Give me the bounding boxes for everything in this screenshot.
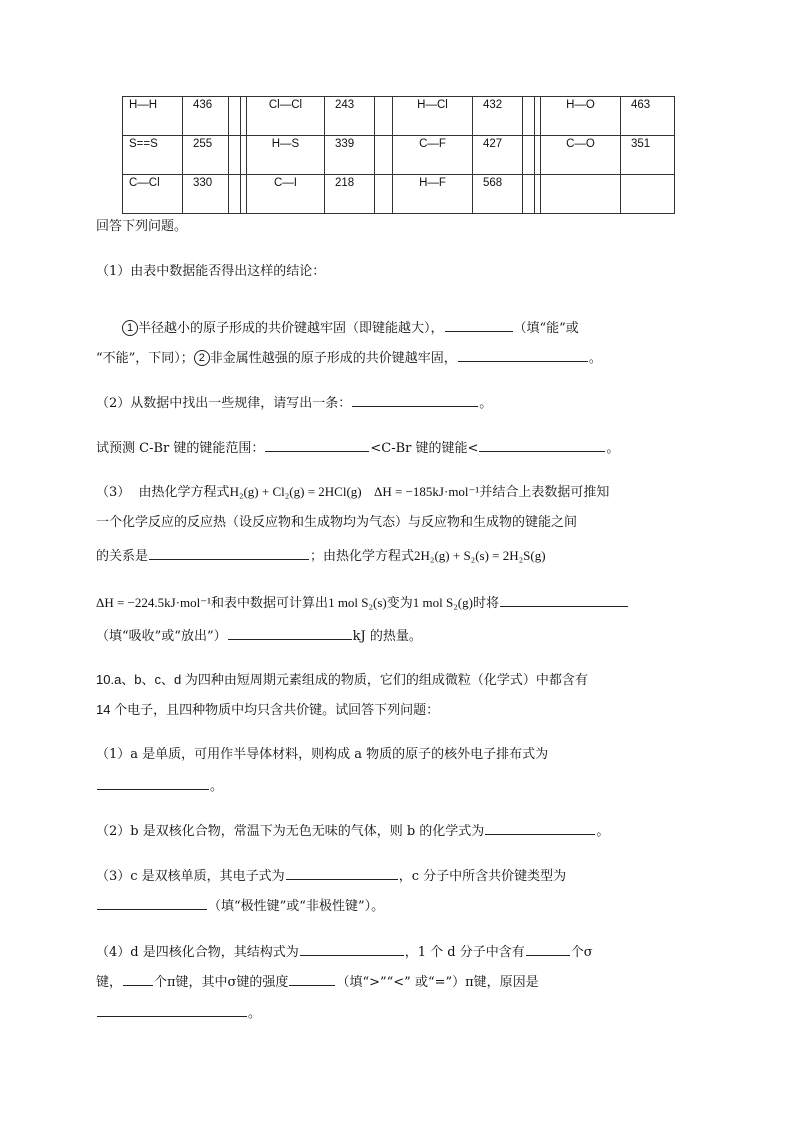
q10-3-line-2: （填“极性键”或“非极性键”）。 [96, 896, 384, 916]
table-spacer [229, 175, 241, 214]
bond-energy-cell: 351 [621, 136, 675, 175]
answer-blank[interactable] [289, 972, 335, 986]
q3-line-4: ΔH = −224.5kJ·mol⁻¹和表中数据可计算出1 mol S₂(s)变为1 mol S₂(g)时将 [96, 593, 629, 613]
bond-name-cell: C—F [393, 136, 473, 175]
q10-4: （4）d 是四核化合物，其结构式为 ，1 个 d 分子中含有 个σ [96, 942, 593, 962]
q3-line-5: （填“吸收”或“放出”） kJ 的热量。 [96, 626, 422, 646]
bond-energy-cell: 339 [325, 136, 375, 175]
bond-energy-cell: 330 [183, 175, 229, 214]
bond-name-cell: C—Cl [123, 175, 183, 214]
answer-intro: 回答下列问题。 [96, 219, 188, 234]
bond-energy-table [122, 96, 675, 214]
bond-energy-cell [621, 175, 675, 214]
bond-energy-cell: 218 [325, 175, 375, 214]
bond-name-cell: Cl—Cl [247, 97, 325, 136]
answer-blank[interactable] [485, 821, 595, 835]
answer-blank[interactable] [526, 942, 570, 956]
q10-1-answer: 。 [96, 776, 223, 796]
answer-blank[interactable] [500, 593, 628, 607]
q1-conclusion-2: “不能”，下同）； 2 非金属性越强的原子形成的共价键越牢固， 。 [96, 348, 602, 368]
bond-name-cell: C—I [247, 175, 325, 214]
table-spacer [523, 136, 535, 175]
answer-blank[interactable] [286, 866, 398, 880]
answer-blank[interactable] [97, 1003, 247, 1017]
bond-energy-cell: 427 [473, 136, 523, 175]
q2-stem: （2）从数据中找出一些规律，请写出一条： 。 [96, 393, 492, 413]
q3-line-1: （3） 由热化学方程式H₂(g) + Cl₂(g) = 2HCl(g) ΔH = −185kJ·mol⁻¹并结合上表数据可推知 [96, 484, 610, 500]
bond-energy-cell: 463 [621, 97, 675, 136]
table-spacer [375, 175, 393, 214]
table-spacer [523, 97, 535, 136]
answer-blank[interactable] [479, 438, 605, 452]
q10-4-line-2: 键， 个π键，其中σ键的强度 （填“>”“<” 或“=”）π键，原因是 [96, 972, 539, 992]
q3-line-3: 的关系是 ；由热化学方程式2H₂(g) + S₂(s) = 2H₂S(g) [96, 548, 546, 564]
bond-energy-cell: 432 [473, 97, 523, 136]
table-row [123, 175, 675, 214]
answer-blank[interactable] [97, 896, 207, 910]
q10-line-2: 14 个电子，且四种物质中均只含共价键。试回答下列问题： [96, 702, 440, 717]
predict-line: 试预测 C-Br 键的键能范围： <C-Br 键的键能< 。 [96, 438, 619, 458]
circled-number-1: 1 [122, 320, 138, 336]
table-spacer [375, 97, 393, 136]
bond-name-cell: S==S [123, 136, 183, 175]
q1-conclusion-1: 1 半径越小的原子形成的共价键越牢固（即键能越大）， （填“能”或 [122, 318, 579, 338]
q10-2: （2）b 是双核化合物，常温下为无色无味的气体，则 b 的化学式为 。 [96, 821, 609, 841]
answer-blank[interactable] [97, 776, 209, 790]
table-spacer [523, 175, 535, 214]
bond-energy-cell: 568 [473, 175, 523, 214]
q3-line-2: 一个化学反应的反应热（设反应物和生成物均为气态）与反应物和生成物的键能之间 [96, 515, 578, 530]
q10-3: （3）c 是双核单质，其电子式为 ，c 分子中所含共价键类型为 [96, 866, 566, 886]
table-spacer [229, 97, 241, 136]
answer-blank[interactable] [445, 318, 513, 332]
bond-name-cell: H—S [247, 136, 325, 175]
bond-name-cell: H—O [541, 97, 621, 136]
answer-blank[interactable] [228, 626, 352, 640]
answer-blank[interactable] [123, 972, 153, 986]
table-row [123, 97, 675, 136]
bond-energy-cell: 255 [183, 136, 229, 175]
bond-name-cell: H—Cl [393, 97, 473, 136]
answer-blank[interactable] [352, 393, 478, 407]
q1-stem: （1）由表中数据能否得出这样的结论： [96, 264, 326, 279]
bond-name-cell: H—H [123, 97, 183, 136]
answer-blank[interactable] [265, 438, 369, 452]
q10-1: （1）a 是单质，可用作半导体材料，则构成 a 物质的原子的核外电子排布式为 [96, 747, 549, 762]
answer-blank[interactable] [300, 942, 404, 956]
delta-h-2: ΔH = −224.5kJ·mol⁻¹ [96, 595, 212, 610]
bond-name-cell: H—F [393, 175, 473, 214]
bond-name-cell [541, 175, 621, 214]
equation-2: 2H₂(g) + S₂(s) = 2H₂S(g) [414, 548, 546, 563]
table-row [123, 136, 675, 175]
circled-number-2: 2 [194, 350, 210, 366]
bond-name-cell: C—O [541, 136, 621, 175]
bond-energy-cell: 243 [325, 97, 375, 136]
delta-h-1: ΔH = −185kJ·mol⁻¹ [374, 484, 480, 499]
bond-energy-cell: 436 [183, 97, 229, 136]
q10-4-line-3: 。 [96, 1003, 261, 1023]
q10-line-1: 10.a、b、c、d 为四种由短周期元素组成的物质，它们的组成微粒（化学式）中都含有 [96, 672, 588, 687]
table-spacer [375, 136, 393, 175]
table-spacer [229, 136, 241, 175]
answer-blank[interactable] [458, 348, 588, 362]
equation-1: H₂(g) + Cl₂(g) = 2HCl(g) [229, 484, 362, 499]
answer-blank[interactable] [149, 546, 309, 560]
